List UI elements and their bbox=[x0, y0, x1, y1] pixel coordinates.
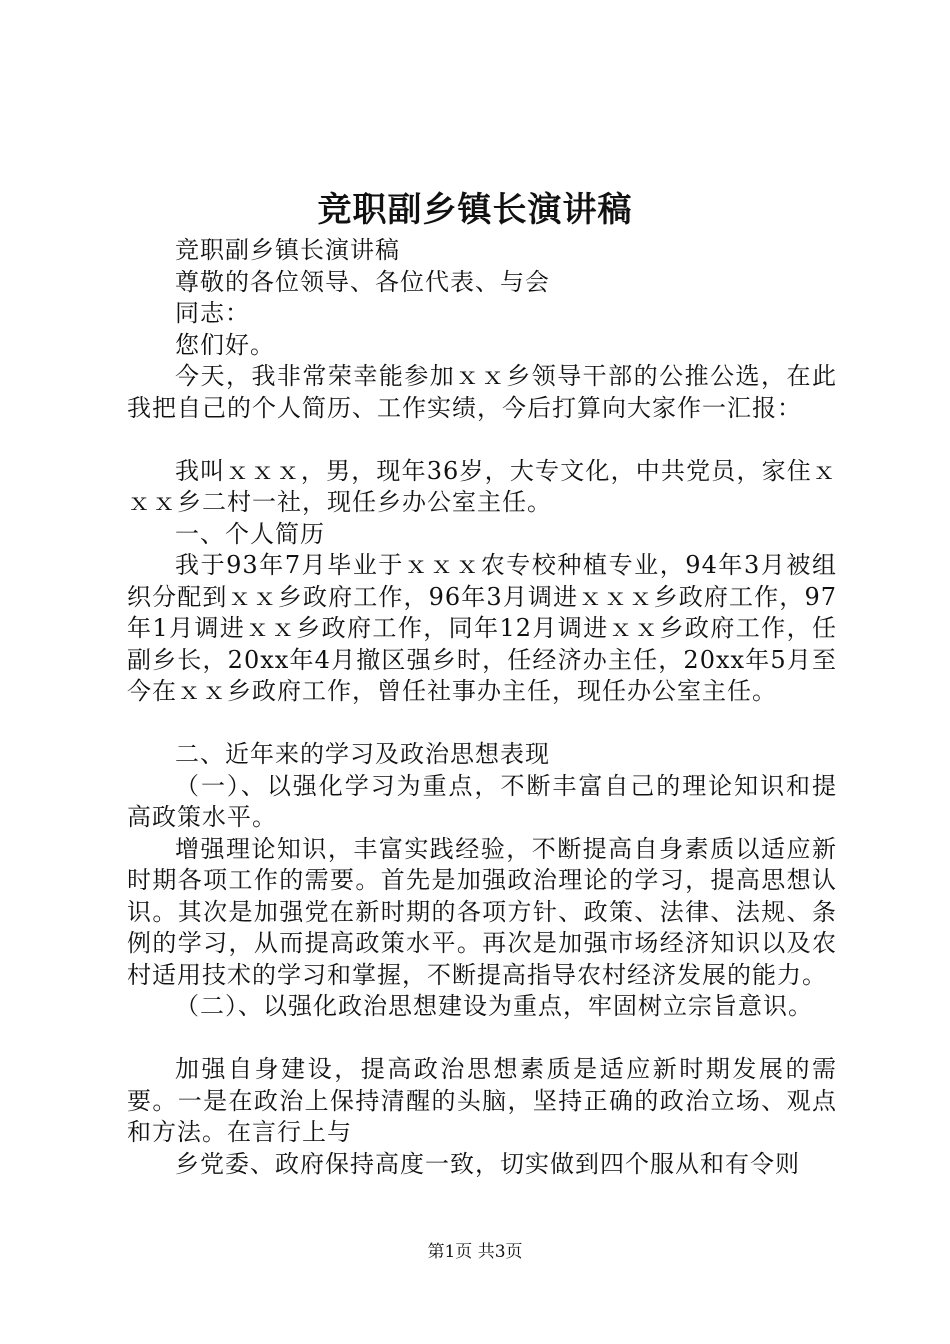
paragraph-intro: 今天，我非常荣幸能参加ｘｘ乡领导干部的公推公选，在此我把自己的个人简历、工作实绩，今后打算向大家作一汇报： bbox=[127, 362, 837, 422]
paragraph-study-1: 增强理论知识，丰富实践经验，不断提高自身素质以适应新时期各项工作的需要。首先是加强政治理论的学习，提高思想认识。其次是加强党在新时期的各项方针、政策、法律、法规、条例的学习，从而提高政策水平。再次是加强市场经济知识以及农村适用技术的学习和掌握，不断提高指导农村经济发展的能力。 bbox=[127, 834, 837, 989]
subheading-study-2: （二）、以强化政治思想建设为重点，牢固树立宗旨意识。 bbox=[175, 992, 813, 1020]
document-body bbox=[127, 235, 837, 1180]
section-heading-resume: 一、个人简历 bbox=[175, 519, 325, 548]
paragraph-study-2-cont: 乡党委、政府保持高度一致，切实做到四个服从和有令则 bbox=[175, 1149, 800, 1178]
paragraph-study-2: 加强自身建设，提高政治思想素质是适应新时期发展的需要。一是在政治上保持清醒的头脑，坚持正确的政治立场、观点和方法。在言行上与 bbox=[127, 1055, 837, 1146]
paragraph-salutation: 尊敬的各位领导、各位代表、与会 bbox=[175, 267, 550, 296]
paragraph-self-intro: 我叫ｘｘｘ，男，现年36岁，大专文化，中共党员，家住ｘｘｘ乡二村一社，现任乡办公室主任。 bbox=[127, 456, 837, 516]
paragraph-resume: 我于93年7月毕业于ｘｘｘ农专校种植专业，94年3月被组织分配到ｘｘ乡政府工作，96年3月调进ｘｘｘ乡政府工作，97年1月调进ｘｘ乡政府工作，同年12月调进ｘｘ乡政府工作，任副乡长，20xx年4月撤区强乡时，任经济办主任，20xx年5月至今在ｘｘ乡政府工作，曾任社事办主任，现任办公室主任。 bbox=[127, 551, 837, 705]
page-number: 第1页 共3页 bbox=[427, 1242, 523, 1262]
paragraph-salutation-cont: 同志： bbox=[175, 299, 250, 327]
paragraph-greeting: 您们好。 bbox=[175, 330, 275, 359]
document-title: 竞职副乡镇长演讲稿 bbox=[317, 190, 633, 230]
paragraph-heading-repeat: 竞职副乡镇长演讲稿 bbox=[175, 236, 400, 264]
subheading-study-1: （一）、以强化学习为重点，不断丰富自己的理论知识和提高政策水平。 bbox=[127, 771, 837, 831]
section-heading-study: 二、近年来的学习及政治思想表现 bbox=[175, 740, 550, 768]
